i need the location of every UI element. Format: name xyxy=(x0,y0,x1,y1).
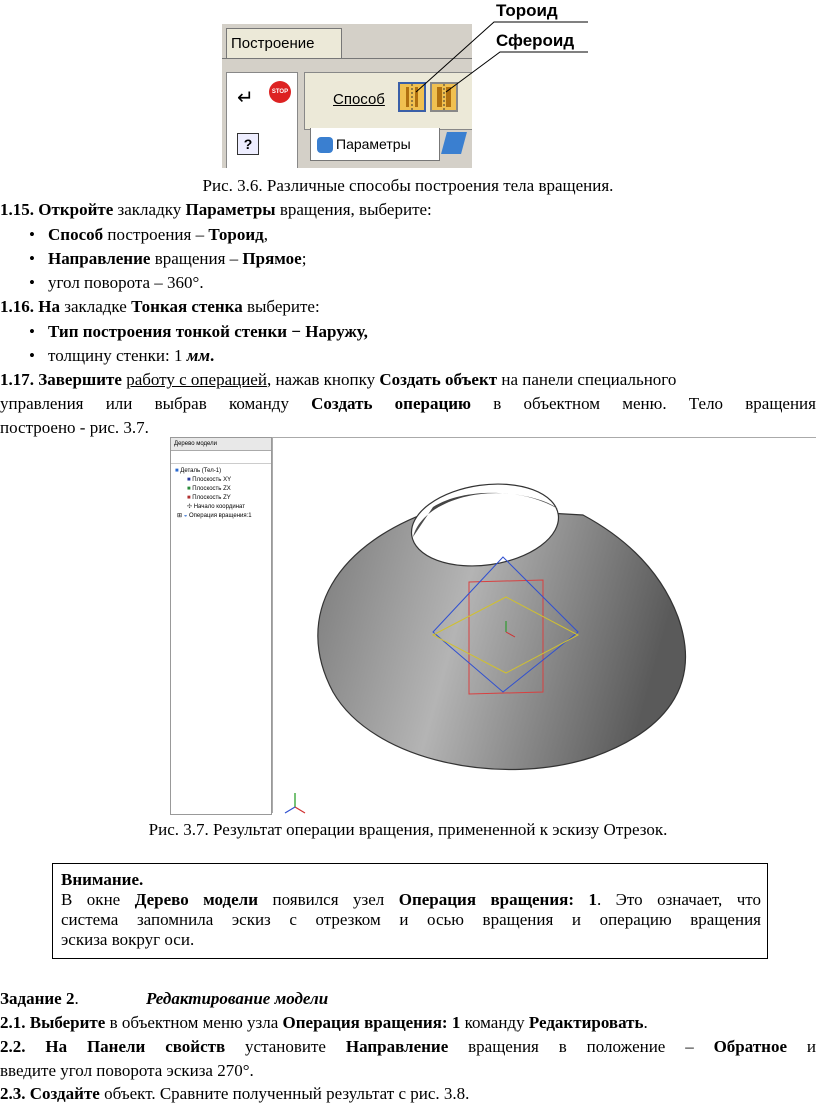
bullet: • xyxy=(29,225,35,244)
tab-build[interactable]: Построение xyxy=(226,28,342,59)
step-1-17-line3: построено - рис. 3.7. xyxy=(0,418,149,437)
model-tree-panel xyxy=(170,437,272,815)
tree-node[interactable]: ■ Плоскость XY xyxy=(187,477,232,483)
bullet: • xyxy=(29,273,35,292)
step-2-2: 2.2. На Панели свойств установите Направление вращения в положение – Обратное и xyxy=(0,1037,816,1056)
note-title: Внимание. xyxy=(61,870,144,889)
callout-toroid: Тороид xyxy=(496,1,558,20)
model-tree-title: Дерево модели xyxy=(171,438,271,451)
tree-node[interactable]: ■ Плоскость ZY xyxy=(187,495,231,501)
left-control-panel xyxy=(226,72,298,168)
axis-triad xyxy=(285,793,305,813)
note-line: система запомнила эскиз с отрезком и осью вращения и операцию вращения xyxy=(61,910,761,929)
figure-caption-3-6: Рис. 3.6. Различные способы построения тела вращения. xyxy=(202,176,614,195)
help-icon[interactable]: ? xyxy=(237,133,259,155)
method-label: Способ xyxy=(333,91,385,108)
figure-caption-3-7: Рис. 3.7. Результат операции вращения, примененной к эскизу Отрезок. xyxy=(148,820,668,839)
next-tab-icon[interactable] xyxy=(441,132,467,154)
tree-toolbar xyxy=(171,451,271,464)
callout-spheroid: Сфероид xyxy=(496,31,575,50)
attention-note xyxy=(52,863,768,959)
step-1-15: 1.15. Откройте закладку Параметры вращения, выберите: xyxy=(0,200,432,219)
tree-node[interactable]: ■ Плоскость ZX xyxy=(187,486,231,492)
tree-node[interactable]: ■ Деталь (Тел-1) xyxy=(175,468,222,474)
task-2-title: Редактирование модели xyxy=(146,989,329,1008)
step-2-2-line2: введите угол поворота эскиза 270°. xyxy=(0,1061,254,1080)
tree-node[interactable]: ⊞ ◒ Операция вращения:1 xyxy=(177,513,252,519)
list-item: Способ построения – Тороид, xyxy=(48,225,269,244)
note-line: эскиза вокруг оси. xyxy=(61,930,195,949)
stop-icon[interactable]: STOP xyxy=(269,81,291,103)
step-2-3: 2.3. Создайте объект. Сравните полученный результат с рис. 3.8. xyxy=(0,1084,470,1103)
bullet: • xyxy=(29,249,35,268)
list-item: угол поворота – 360°. xyxy=(48,273,204,292)
step-2-1: 2.1. Выберите в объектном меню узла Операция вращения: 1 команду Редактировать. xyxy=(0,1013,648,1032)
step-1-17: 1.17. Завершите работу с операцией, нажав кнопку Создать объект на панели специального xyxy=(0,370,677,389)
bullet: • xyxy=(29,346,35,365)
step-1-17-line2: управления или выбрав команду Создать операцию в объектном меню. Тело вращения xyxy=(0,394,816,413)
list-item: Направление вращения – Прямое; xyxy=(48,249,307,268)
enter-arrow-icon[interactable]: ↵ xyxy=(237,87,254,109)
step-1-16: 1.16. На закладке Тонкая стенка выберите: xyxy=(0,297,320,316)
tree-node[interactable]: ✣ Начало координат xyxy=(187,504,245,510)
list-item: Тип построения тонкой стенки − Наружу, xyxy=(48,322,368,341)
tab-params[interactable]: Параметры xyxy=(310,128,440,161)
note-line: В окне Дерево модели появился узел Операция вращения: 1. Это означает, что xyxy=(61,890,762,909)
cone-shell xyxy=(318,475,686,769)
task-2-heading: Задание 2. xyxy=(0,989,79,1008)
rotation-body-view xyxy=(273,437,816,815)
bullet: • xyxy=(29,322,35,341)
params-icon xyxy=(317,137,333,153)
list-item: толщину стенки: 1 мм. xyxy=(48,346,215,365)
model-screenshot xyxy=(170,437,816,815)
